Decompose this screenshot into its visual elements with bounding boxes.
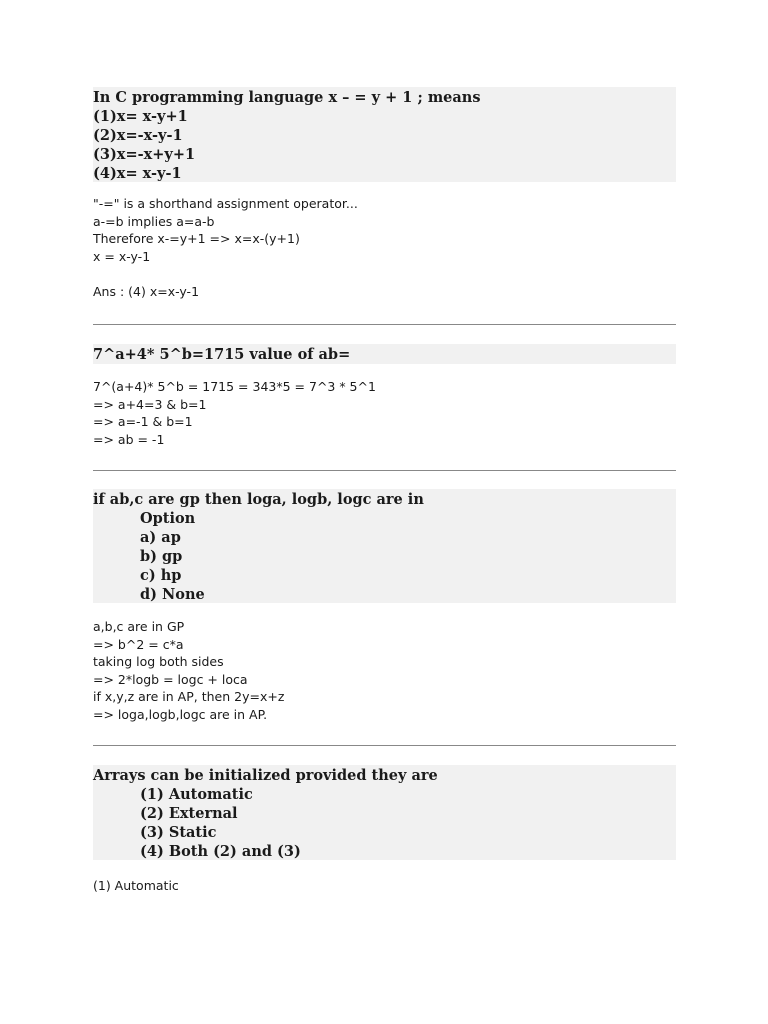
answer-line: a,b,c are in GP (93, 619, 185, 634)
answer-line: => 2*logb = logc + loca (93, 671, 248, 687)
section-divider (93, 324, 676, 325)
option-4: (4)x= x-y-1 (93, 165, 182, 182)
option-2: (2) External (140, 805, 238, 822)
question-block-2 (93, 344, 676, 364)
question-block-1 (93, 87, 676, 182)
answer-line: => a=-1 & b=1 (93, 414, 193, 429)
option-b: b) gp (140, 548, 183, 565)
option-1: (1) Automatic (140, 786, 253, 803)
answer-line: "-=" is a shorthand assignment operator... (93, 196, 358, 211)
question-text: if ab,c are gp then loga, logb, logc are in (93, 491, 424, 508)
option-label: Option (140, 510, 196, 527)
answer-line: => loga,logb,logc are in AP. (93, 706, 268, 722)
option-3: (3)x=-x+y+1 (93, 146, 196, 163)
answer-line: taking log both sides (93, 654, 224, 669)
answer-line: a-=b implies a=a-b (93, 213, 215, 229)
answer-block-1 (93, 195, 676, 300)
option-3: (3) Static (140, 824, 217, 841)
question-block-4 (93, 765, 676, 860)
answer-block-4 (93, 877, 676, 895)
question-text: 7^a+4* 5^b=1715 value of ab= (93, 346, 351, 363)
answer-line: => b^2 = c*a (93, 636, 184, 652)
option-4: (4) Both (2) and (3) (140, 843, 301, 860)
answer-line: Ans : (4) x=x-y-1 (93, 283, 200, 299)
option-c: c) hp (140, 567, 182, 584)
option-1: (1)x= x-y+1 (93, 108, 188, 125)
answer-block-3 (93, 618, 676, 723)
answer-line: => ab = -1 (93, 431, 165, 447)
section-divider (93, 745, 676, 746)
answer-line: => a+4=3 & b=1 (93, 396, 207, 412)
answer-block-2 (93, 378, 676, 448)
document-page (93, 87, 676, 895)
option-d: d) None (140, 586, 205, 603)
answer-line: if x,y,z are in AP, then 2y=x+z (93, 689, 285, 704)
section-divider (93, 470, 676, 471)
question-text: In C programming language x – = y + 1 ; means (93, 89, 481, 106)
question-block-3 (93, 489, 676, 603)
answer-line: 7^(a+4)* 5^b = 1715 = 343*5 = 7^3 * 5^1 (93, 379, 376, 394)
answer-line: x = x-y-1 (93, 248, 151, 264)
answer-line: (1) Automatic (93, 878, 179, 893)
question-text: Arrays can be initialized provided they are (93, 767, 438, 784)
option-a: a) ap (140, 529, 181, 546)
option-2: (2)x=-x-y-1 (93, 127, 183, 144)
answer-line (93, 265, 676, 283)
answer-line: Therefore x-=y+1 => x=x-(y+1) (93, 231, 300, 246)
